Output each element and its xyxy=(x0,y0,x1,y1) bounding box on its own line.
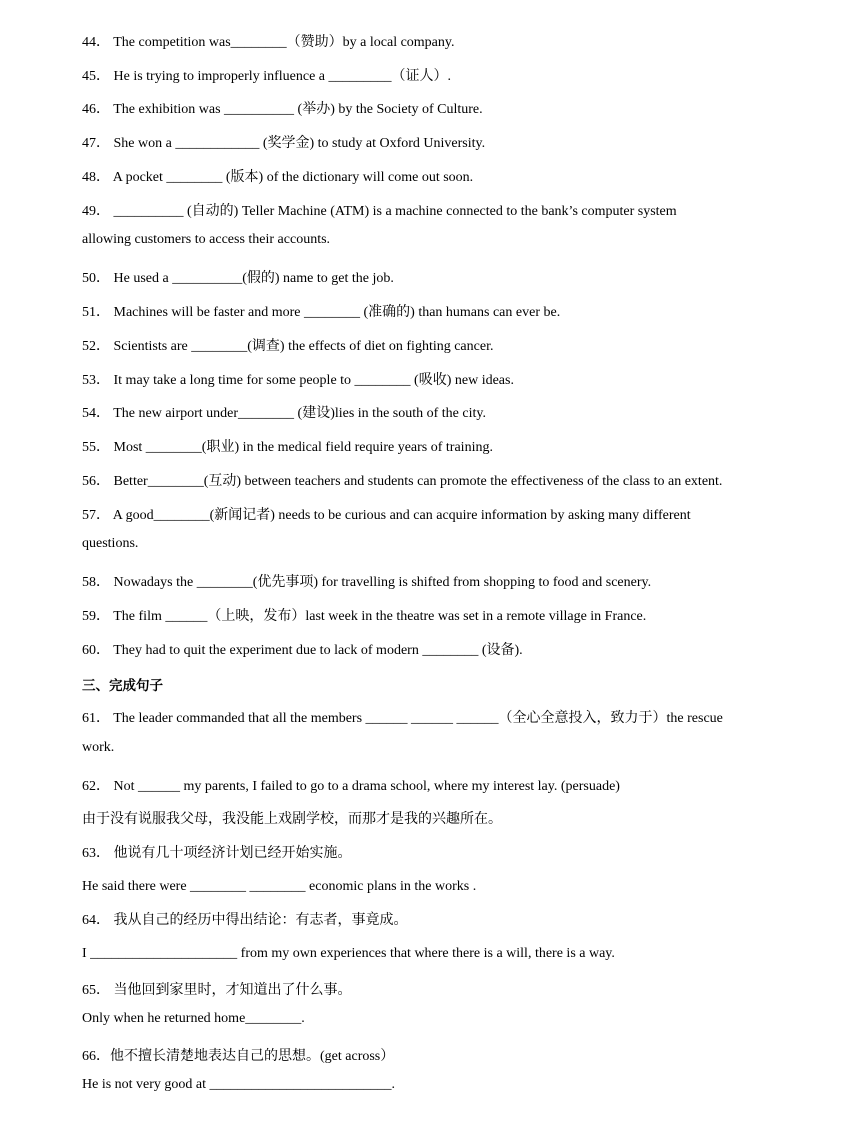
question-61-line-2: work. xyxy=(82,740,115,755)
question-64-sentence: I _____________________ from my own experiences that where there is a will, there is a way. xyxy=(82,946,615,961)
question-55: 55． Most ________(职业) in the medical field require years of training. xyxy=(82,440,493,455)
question-63-sentence: He said there were ________ ________ economic plans in the works . xyxy=(82,879,477,894)
question-66-sentence: He is not very good at __________________________. xyxy=(82,1077,396,1092)
question-62-line-1: 62． Not ______ my parents, I failed to go to a drama school, where my interest lay. (persuade) xyxy=(82,779,620,794)
question-64-prompt: 64． 我从自己的经历中得出结论：有志者，事竟成。 xyxy=(82,913,408,928)
question-63-prompt: 63． 他说有几十项经济计划已经开始实施。 xyxy=(82,846,352,861)
question-53: 53． It may take a long time for some people to ________ (吸收) new ideas. xyxy=(82,373,514,388)
question-59: 59． The film ______（上映，发布）last week in the theatre was set in a remote village in France. xyxy=(82,609,647,624)
question-49-line-1: 49． __________ (自动的) Teller Machine (ATM) is a machine connected to the bank’s computer system xyxy=(82,204,677,219)
question-65-sentence: Only when he returned home________. xyxy=(82,1011,305,1026)
question-61-line-1: 61． The leader commanded that all the members ______ ______ ______（全心全意投入，致力于）the rescue xyxy=(82,711,723,726)
question-56: 56． Better________(互动) between teachers and students can promote the effectiveness of the class to an extent. xyxy=(82,474,723,489)
question-51: 51． Machines will be faster and more ________ (准确的) than humans can ever be. xyxy=(82,305,561,320)
question-48: 48． A pocket ________ (版本) of the dictionary will come out soon. xyxy=(82,170,474,185)
question-66-prompt: 66．他不擅长清楚地表达自己的思想。(get across） xyxy=(82,1049,395,1064)
question-45: 45． He is trying to improperly influence a _________（证人）. xyxy=(82,69,451,84)
section-heading: 三、完成句子 xyxy=(82,678,163,694)
question-46: 46． The exhibition was __________ (举办) by the Society of Culture. xyxy=(82,102,483,117)
question-58: 58． Nowadays the ________(优先事项) for travelling is shifted from shopping to food and scenery. xyxy=(82,575,652,590)
question-60: 60． They had to quit the experiment due to lack of modern ________ (设备). xyxy=(82,643,523,658)
question-62-translation: 由于没有说服我父母，我没能上戏剧学校，而那才是我的兴趣所在。 xyxy=(82,812,502,827)
question-54: 54． The new airport under________ (建设)lies in the south of the city. xyxy=(82,406,486,421)
question-44: 44． The competition was________（赞助）by a local company. xyxy=(82,35,455,50)
question-49-line-2: allowing customers to access their accounts. xyxy=(82,232,331,247)
question-47: 47． She won a ____________ (奖学金) to study at Oxford University. xyxy=(82,136,486,151)
question-65-prompt: 65． 当他回到家里时，才知道出了什么事。 xyxy=(82,983,352,998)
question-52: 52． Scientists are ________(调查) the effects of diet on fighting cancer. xyxy=(82,339,494,354)
question-50: 50． He used a __________(假的) name to get the job. xyxy=(82,271,394,286)
question-57-line-2: questions. xyxy=(82,536,139,551)
question-57-line-1: 57． A good________(新闻记者) needs to be curious and can acquire information by asking many different xyxy=(82,508,691,523)
